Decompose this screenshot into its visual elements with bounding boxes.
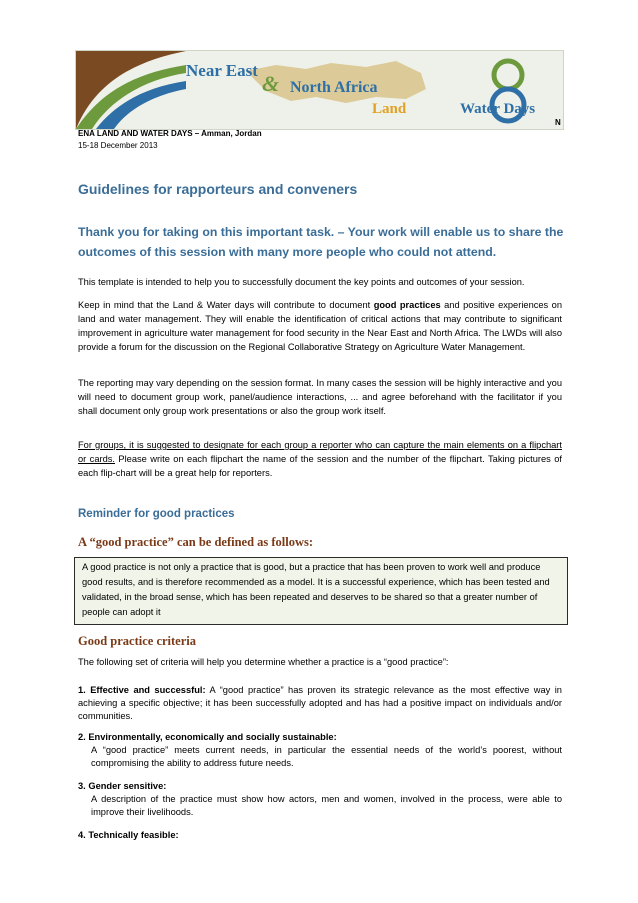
header-banner xyxy=(75,50,564,130)
banner-ampersand: & xyxy=(262,71,280,96)
criterion-2: 2. Environmentally, economically and socially sustainable: A “good practice” meets current needs, in particular the essential needs of the world’s poorest, without compromising the ability to address future needs. xyxy=(78,732,562,768)
criteria-heading: Good practice criteria xyxy=(78,634,197,648)
banner-title-north-africa: North Africa xyxy=(290,79,378,96)
thanks-heading: Thank you for taking on this important task. – Your work will enable us to share the outcomes of this session with many more people who could not attend. xyxy=(78,225,564,259)
criterion-4: 4. Technically feasible: xyxy=(78,830,179,840)
event-name: ENA LAND AND WATER DAYS – Amman, Jordan xyxy=(78,129,262,138)
keep-in-mind-paragraph: Keep in mind that the Land & Water days will contribute to document good practices and positive experiences on land and water management. They will enable the identification of critical actions that may contribute to significant improvement in agriculture water management for food security in the Near East and North Africa. The LWDs will also provide a forum for the discussion on the Regional Collaborative Strategy on Agriculture Water Management. xyxy=(78,300,562,352)
definition-heading: A “good practice” can be defined as follows: xyxy=(78,535,314,549)
banner-title-near-east: Near East xyxy=(186,61,258,80)
criteria-intro: The following set of criteria will help you determine whether a practice is a “good practice”: xyxy=(78,657,449,667)
definition-box: A good practice is not only a practice that is good, but a practice that has been proven to work well and produce good results, and is therefore recommended as a model. It is a successful experience, which has been tested and validated, in the broad sense, which has been repeated and deserves to be shared so that a greater number of people can adopt it xyxy=(74,557,568,625)
banner-water-days: Water Days xyxy=(460,101,536,117)
banner-land: Land xyxy=(372,101,407,117)
groups-underlined: For groups, it is suggested to designate for each group a reporter who can capture the main elements on a flipchart or cards. xyxy=(78,440,562,464)
criterion-1: 1. Effective and successful: A “good practice” has proven its strategic relevance as the most effective way in achieving a specific objective; it has been successfully adopted and has had a positive impact on individuals and/or communities. xyxy=(78,685,562,721)
banner-corner-letter: N xyxy=(555,118,561,127)
eight-logo-top xyxy=(494,61,522,89)
reporting-paragraph: The reporting may vary depending on the session format. In many cases the session will be highly interactive and you will need to document group work, panel/audience interactions, ... and agree beforehand with the facilitator if you shall document only group work presentations or also the group work itself. xyxy=(78,378,562,416)
good-practices-emphasis: good practices xyxy=(373,300,441,310)
groups-paragraph: For groups, it is suggested to designate for each group a reporter who can capture the main elements on a flipchart or cards. Please write on each flipchart the name of the session and the number of the flipchart. Taking pictures of each flip-chart will be a great help for reporters. xyxy=(78,440,562,478)
event-dates: 15-18 December 2013 xyxy=(78,141,158,150)
criterion-3: 3. Gender sensitive: A description of the practice must show how actors, men and women, involved in the process, were able to improve their livelihoods. xyxy=(78,781,562,817)
intro-paragraph: This template is intended to help you to successfully document the key points and outcomes of your session. xyxy=(78,277,525,287)
page-title: Guidelines for rapporteurs and conveners xyxy=(78,181,358,197)
reminder-heading: Reminder for good practices xyxy=(78,508,235,520)
